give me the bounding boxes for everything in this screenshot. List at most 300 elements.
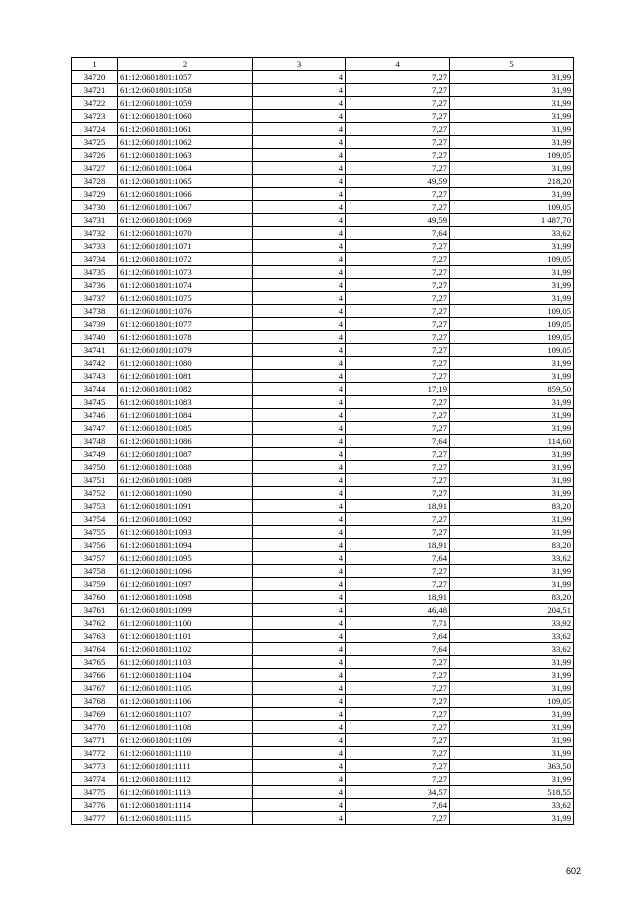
amount-cell: 859,50	[450, 383, 574, 396]
table-row	[72, 539, 574, 552]
row-index-cell: 34754	[72, 513, 118, 526]
table-row	[72, 370, 574, 383]
table-row	[72, 773, 574, 786]
value-cell: 17,19	[346, 383, 450, 396]
amount-cell: 31,99	[450, 97, 574, 110]
category-cell: 4	[253, 500, 346, 513]
table-row	[72, 110, 574, 123]
value-cell: 7,27	[346, 318, 450, 331]
row-index-cell: 34763	[72, 630, 118, 643]
cadastral-number-cell: 61:12:0601801:1085	[118, 422, 253, 435]
row-index-cell: 34722	[72, 97, 118, 110]
category-cell: 4	[253, 305, 346, 318]
row-index-cell: 34739	[72, 318, 118, 331]
category-cell: 4	[253, 266, 346, 279]
cadastral-number-cell: 61:12:0601801:1094	[118, 539, 253, 552]
row-index-cell: 34774	[72, 773, 118, 786]
cadastral-number-cell: 61:12:0601801:1069	[118, 214, 253, 227]
amount-cell: 109,05	[450, 201, 574, 214]
category-cell: 4	[253, 253, 346, 266]
value-cell: 7,27	[346, 162, 450, 175]
table-row	[72, 227, 574, 240]
amount-cell: 31,99	[450, 357, 574, 370]
row-index-cell: 34757	[72, 552, 118, 565]
table-row	[72, 266, 574, 279]
value-cell: 7,27	[346, 448, 450, 461]
category-cell: 4	[253, 357, 346, 370]
category-cell: 4	[253, 84, 346, 97]
table-row	[72, 409, 574, 422]
category-cell: 4	[253, 695, 346, 708]
row-index-cell: 34756	[72, 539, 118, 552]
table-row	[72, 643, 574, 656]
row-index-cell: 34730	[72, 201, 118, 214]
value-cell: 7,27	[346, 409, 450, 422]
amount-cell: 31,99	[450, 370, 574, 383]
amount-cell: 109,05	[450, 331, 574, 344]
value-cell: 7,64	[346, 643, 450, 656]
cadastral-number-cell: 61:12:0601801:1107	[118, 708, 253, 721]
table-row	[72, 591, 574, 604]
value-cell: 7,27	[346, 695, 450, 708]
table-row	[72, 136, 574, 149]
table-row	[72, 578, 574, 591]
row-index-cell: 34725	[72, 136, 118, 149]
table-row	[72, 734, 574, 747]
value-cell: 7,27	[346, 292, 450, 305]
table-row	[72, 422, 574, 435]
amount-cell: 518,55	[450, 786, 574, 799]
value-cell: 7,27	[346, 474, 450, 487]
category-cell: 4	[253, 227, 346, 240]
row-index-cell: 34773	[72, 760, 118, 773]
amount-cell: 31,99	[450, 721, 574, 734]
cadastral-number-cell: 61:12:0601801:1086	[118, 435, 253, 448]
value-cell: 7,27	[346, 812, 450, 825]
table-row	[72, 318, 574, 331]
category-cell: 4	[253, 760, 346, 773]
row-index-cell: 34731	[72, 214, 118, 227]
row-index-cell: 34734	[72, 253, 118, 266]
value-cell: 7,27	[346, 760, 450, 773]
cadastral-number-cell: 61:12:0601801:1099	[118, 604, 253, 617]
cadastral-number-cell: 61:12:0601801:1066	[118, 188, 253, 201]
category-cell: 4	[253, 123, 346, 136]
row-index-cell: 34770	[72, 721, 118, 734]
amount-cell: 31,99	[450, 812, 574, 825]
table-row	[72, 201, 574, 214]
amount-cell: 31,99	[450, 461, 574, 474]
amount-cell: 363,50	[450, 760, 574, 773]
category-cell: 4	[253, 435, 346, 448]
cadastral-number-cell: 61:12:0601801:1083	[118, 396, 253, 409]
value-cell: 7,27	[346, 110, 450, 123]
cadastral-number-cell: 61:12:0601801:1090	[118, 487, 253, 500]
value-cell: 7,27	[346, 188, 450, 201]
value-cell: 7,27	[346, 266, 450, 279]
column-header-2: 2	[118, 58, 253, 71]
value-cell: 18,91	[346, 591, 450, 604]
row-index-cell: 34758	[72, 565, 118, 578]
cadastral-number-cell: 61:12:0601801:1113	[118, 786, 253, 799]
row-index-cell: 34769	[72, 708, 118, 721]
row-index-cell: 34765	[72, 656, 118, 669]
table-row	[72, 253, 574, 266]
value-cell: 7,71	[346, 617, 450, 630]
cadastral-number-cell: 61:12:0601801:1074	[118, 279, 253, 292]
table-row	[72, 617, 574, 630]
amount-cell: 33,62	[450, 630, 574, 643]
cadastral-number-cell: 61:12:0601801:1067	[118, 201, 253, 214]
category-cell: 4	[253, 149, 346, 162]
amount-cell: 31,99	[450, 578, 574, 591]
page-number: 602	[566, 866, 582, 876]
cadastral-number-cell: 61:12:0601801:1079	[118, 344, 253, 357]
value-cell: 7,64	[346, 227, 450, 240]
cadastral-number-cell: 61:12:0601801:1095	[118, 552, 253, 565]
table-row	[72, 682, 574, 695]
amount-cell: 31,99	[450, 409, 574, 422]
cadastral-number-cell: 61:12:0601801:1057	[118, 71, 253, 84]
value-cell: 7,27	[346, 578, 450, 591]
cadastral-number-cell: 61:12:0601801:1105	[118, 682, 253, 695]
category-cell: 4	[253, 487, 346, 500]
value-cell: 7,27	[346, 331, 450, 344]
category-cell: 4	[253, 604, 346, 617]
amount-cell: 33,62	[450, 799, 574, 812]
value-cell: 49,59	[346, 175, 450, 188]
category-cell: 4	[253, 214, 346, 227]
category-cell: 4	[253, 422, 346, 435]
cadastral-number-cell: 61:12:0601801:1108	[118, 721, 253, 734]
category-cell: 4	[253, 552, 346, 565]
table-row	[72, 461, 574, 474]
category-cell: 4	[253, 383, 346, 396]
value-cell: 7,27	[346, 747, 450, 760]
table-row	[72, 279, 574, 292]
category-cell: 4	[253, 188, 346, 201]
value-cell: 7,27	[346, 71, 450, 84]
amount-cell: 31,99	[450, 162, 574, 175]
column-header-3: 3	[253, 58, 346, 71]
amount-cell: 109,05	[450, 253, 574, 266]
amount-cell: 31,99	[450, 266, 574, 279]
table-row	[72, 344, 574, 357]
column-header-4: 4	[346, 58, 450, 71]
cadastral-number-cell: 61:12:0601801:1065	[118, 175, 253, 188]
category-cell: 4	[253, 175, 346, 188]
table-row	[72, 357, 574, 370]
category-cell: 4	[253, 279, 346, 292]
cadastral-number-cell: 61:12:0601801:1114	[118, 799, 253, 812]
row-index-cell: 34729	[72, 188, 118, 201]
value-cell: 7,27	[346, 84, 450, 97]
value-cell: 7,64	[346, 435, 450, 448]
table-row	[72, 175, 574, 188]
category-cell: 4	[253, 812, 346, 825]
table-row	[72, 474, 574, 487]
row-index-cell: 34762	[72, 617, 118, 630]
cadastral-number-cell: 61:12:0601801:1080	[118, 357, 253, 370]
table-row	[72, 513, 574, 526]
cadastral-number-cell: 61:12:0601801:1071	[118, 240, 253, 253]
table-row	[72, 162, 574, 175]
value-cell: 7,27	[346, 357, 450, 370]
value-cell: 49,59	[346, 214, 450, 227]
cadastral-number-cell: 61:12:0601801:1087	[118, 448, 253, 461]
value-cell: 7,27	[346, 669, 450, 682]
table-row	[72, 630, 574, 643]
value-cell: 18,91	[346, 500, 450, 513]
value-cell: 7,64	[346, 799, 450, 812]
amount-cell: 31,99	[450, 669, 574, 682]
row-index-cell: 34728	[72, 175, 118, 188]
value-cell: 7,27	[346, 708, 450, 721]
table-row	[72, 565, 574, 578]
row-index-cell: 34748	[72, 435, 118, 448]
category-cell: 4	[253, 162, 346, 175]
table-row	[72, 552, 574, 565]
value-cell: 7,27	[346, 201, 450, 214]
amount-cell: 109,05	[450, 695, 574, 708]
row-index-cell: 34759	[72, 578, 118, 591]
amount-cell: 109,05	[450, 318, 574, 331]
row-index-cell: 34737	[72, 292, 118, 305]
cadastral-number-cell: 61:12:0601801:1088	[118, 461, 253, 474]
table-row	[72, 240, 574, 253]
cadastral-number-cell: 61:12:0601801:1072	[118, 253, 253, 266]
cadastral-number-cell: 61:12:0601801:1106	[118, 695, 253, 708]
row-index-cell: 34721	[72, 84, 118, 97]
table-row	[72, 149, 574, 162]
amount-cell: 31,99	[450, 422, 574, 435]
amount-cell: 83,20	[450, 500, 574, 513]
table-row	[72, 188, 574, 201]
category-cell: 4	[253, 292, 346, 305]
row-index-cell: 34766	[72, 669, 118, 682]
category-cell: 4	[253, 708, 346, 721]
amount-cell: 31,99	[450, 84, 574, 97]
row-index-cell: 34777	[72, 812, 118, 825]
amount-cell: 31,99	[450, 526, 574, 539]
amount-cell: 31,99	[450, 110, 574, 123]
category-cell: 4	[253, 513, 346, 526]
category-cell: 4	[253, 539, 346, 552]
category-cell: 4	[253, 201, 346, 214]
category-cell: 4	[253, 344, 346, 357]
cadastral-number-cell: 61:12:0601801:1089	[118, 474, 253, 487]
cadastral-number-cell: 61:12:0601801:1109	[118, 734, 253, 747]
value-cell: 7,27	[346, 305, 450, 318]
cadastral-number-cell: 61:12:0601801:1078	[118, 331, 253, 344]
category-cell: 4	[253, 773, 346, 786]
value-cell: 7,64	[346, 630, 450, 643]
value-cell: 7,27	[346, 253, 450, 266]
value-cell: 7,27	[346, 422, 450, 435]
row-index-cell: 34747	[72, 422, 118, 435]
cadastral-number-cell: 61:12:0601801:1092	[118, 513, 253, 526]
row-index-cell: 34755	[72, 526, 118, 539]
cadastral-number-cell: 61:12:0601801:1060	[118, 110, 253, 123]
category-cell: 4	[253, 526, 346, 539]
table-row	[72, 383, 574, 396]
table-row	[72, 695, 574, 708]
value-cell: 7,27	[346, 370, 450, 383]
value-cell: 7,27	[346, 487, 450, 500]
row-index-cell: 34726	[72, 149, 118, 162]
amount-cell: 33,92	[450, 617, 574, 630]
amount-cell: 31,99	[450, 279, 574, 292]
category-cell: 4	[253, 591, 346, 604]
table-row	[72, 214, 574, 227]
category-cell: 4	[253, 578, 346, 591]
cadastral-number-cell: 61:12:0601801:1075	[118, 292, 253, 305]
cadastral-number-cell: 61:12:0601801:1101	[118, 630, 253, 643]
category-cell: 4	[253, 331, 346, 344]
table-body	[72, 71, 574, 825]
row-index-cell: 34746	[72, 409, 118, 422]
cadastral-number-cell: 61:12:0601801:1097	[118, 578, 253, 591]
amount-cell: 31,99	[450, 513, 574, 526]
amount-cell: 31,99	[450, 188, 574, 201]
cadastral-number-cell: 61:12:0601801:1062	[118, 136, 253, 149]
amount-cell: 33,62	[450, 643, 574, 656]
cadastral-number-cell: 61:12:0601801:1104	[118, 669, 253, 682]
row-index-cell: 34752	[72, 487, 118, 500]
cadastral-number-cell: 61:12:0601801:1115	[118, 812, 253, 825]
row-index-cell: 34732	[72, 227, 118, 240]
table-row	[72, 786, 574, 799]
value-cell: 7,27	[346, 682, 450, 695]
value-cell: 7,27	[346, 734, 450, 747]
row-index-cell: 34740	[72, 331, 118, 344]
category-cell: 4	[253, 474, 346, 487]
column-header-5: 5	[450, 58, 574, 71]
cadastral-number-cell: 61:12:0601801:1082	[118, 383, 253, 396]
value-cell: 7,27	[346, 279, 450, 292]
value-cell: 7,27	[346, 149, 450, 162]
category-cell: 4	[253, 682, 346, 695]
category-cell: 4	[253, 409, 346, 422]
table-row	[72, 448, 574, 461]
category-cell: 4	[253, 318, 346, 331]
amount-cell: 31,99	[450, 71, 574, 84]
cadastral-number-cell: 61:12:0601801:1061	[118, 123, 253, 136]
table-row	[72, 97, 574, 110]
cadastral-number-cell: 61:12:0601801:1084	[118, 409, 253, 422]
cadastral-number-cell: 61:12:0601801:1091	[118, 500, 253, 513]
row-index-cell: 34775	[72, 786, 118, 799]
cadastral-number-cell: 61:12:0601801:1111	[118, 760, 253, 773]
category-cell: 4	[253, 630, 346, 643]
row-index-cell: 34751	[72, 474, 118, 487]
amount-cell: 83,20	[450, 539, 574, 552]
category-cell: 4	[253, 396, 346, 409]
category-cell: 4	[253, 461, 346, 474]
cadastral-number-cell: 61:12:0601801:1100	[118, 617, 253, 630]
amount-cell: 31,99	[450, 136, 574, 149]
value-cell: 7,27	[346, 461, 450, 474]
row-index-cell: 34761	[72, 604, 118, 617]
table-row	[72, 84, 574, 97]
category-cell: 4	[253, 669, 346, 682]
value-cell: 7,27	[346, 396, 450, 409]
category-cell: 4	[253, 643, 346, 656]
amount-cell: 31,99	[450, 474, 574, 487]
value-cell: 46,48	[346, 604, 450, 617]
row-index-cell: 34742	[72, 357, 118, 370]
cadastral-number-cell: 61:12:0601801:1064	[118, 162, 253, 175]
table-row	[72, 812, 574, 825]
cadastral-number-cell: 61:12:0601801:1070	[118, 227, 253, 240]
row-index-cell: 34723	[72, 110, 118, 123]
value-cell: 7,27	[346, 721, 450, 734]
amount-cell: 31,99	[450, 565, 574, 578]
table-row	[72, 487, 574, 500]
cadastral-number-cell: 61:12:0601801:1058	[118, 84, 253, 97]
amount-cell: 109,05	[450, 149, 574, 162]
amount-cell: 31,99	[450, 773, 574, 786]
amount-cell: 1 487,70	[450, 214, 574, 227]
row-index-cell: 34772	[72, 747, 118, 760]
table-row	[72, 526, 574, 539]
row-index-cell: 34733	[72, 240, 118, 253]
amount-cell: 83,20	[450, 591, 574, 604]
amount-cell: 31,99	[450, 487, 574, 500]
amount-cell: 31,99	[450, 448, 574, 461]
category-cell: 4	[253, 71, 346, 84]
amount-cell: 109,05	[450, 344, 574, 357]
cadastral-number-cell: 61:12:0601801:1093	[118, 526, 253, 539]
row-index-cell: 34744	[72, 383, 118, 396]
table-row	[72, 708, 574, 721]
cadastral-number-cell: 61:12:0601801:1102	[118, 643, 253, 656]
category-cell: 4	[253, 110, 346, 123]
category-cell: 4	[253, 370, 346, 383]
amount-cell: 218,20	[450, 175, 574, 188]
cadastral-number-cell: 61:12:0601801:1063	[118, 149, 253, 162]
amount-cell: 31,99	[450, 396, 574, 409]
category-cell: 4	[253, 721, 346, 734]
amount-cell: 114,60	[450, 435, 574, 448]
row-index-cell: 34727	[72, 162, 118, 175]
value-cell: 7,27	[346, 513, 450, 526]
table-row	[72, 331, 574, 344]
category-cell: 4	[253, 656, 346, 669]
table-row	[72, 669, 574, 682]
row-index-cell: 34767	[72, 682, 118, 695]
table-row	[72, 123, 574, 136]
amount-cell: 31,99	[450, 123, 574, 136]
row-index-cell: 34735	[72, 266, 118, 279]
table-row	[72, 747, 574, 760]
table-row	[72, 760, 574, 773]
amount-cell: 31,99	[450, 240, 574, 253]
cadastral-number-cell: 61:12:0601801:1103	[118, 656, 253, 669]
row-index-cell: 34741	[72, 344, 118, 357]
row-index-cell: 34749	[72, 448, 118, 461]
cadastral-number-cell: 61:12:0601801:1112	[118, 773, 253, 786]
category-cell: 4	[253, 97, 346, 110]
amount-cell: 31,99	[450, 682, 574, 695]
value-cell: 7,64	[346, 552, 450, 565]
row-index-cell: 34760	[72, 591, 118, 604]
row-index-cell: 34776	[72, 799, 118, 812]
row-index-cell: 34753	[72, 500, 118, 513]
category-cell: 4	[253, 799, 346, 812]
amount-cell: 204,51	[450, 604, 574, 617]
amount-cell: 31,99	[450, 656, 574, 669]
